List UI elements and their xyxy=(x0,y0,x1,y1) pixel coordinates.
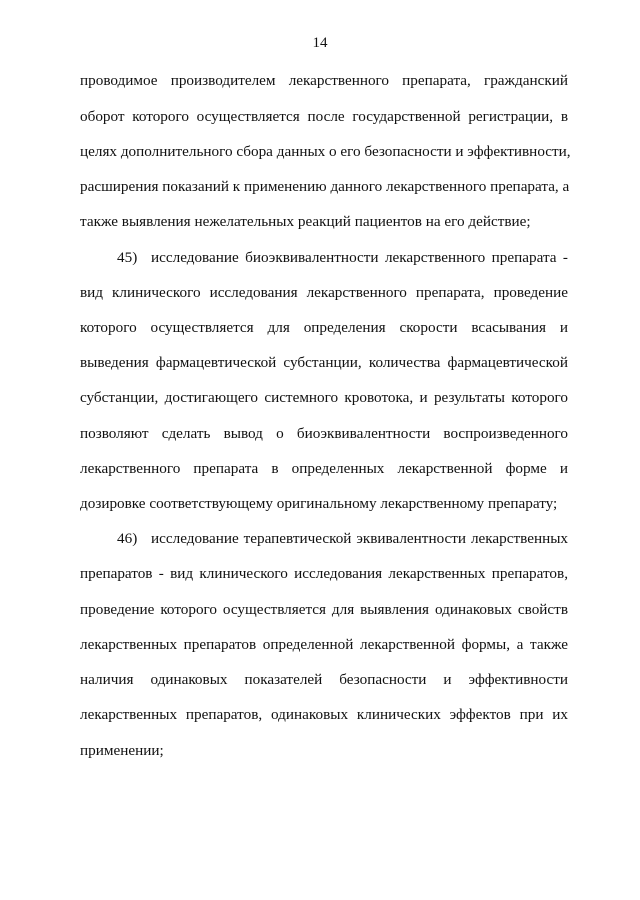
text-line: проводимое производителем лекарственного препарата, гражданский xyxy=(80,72,568,89)
item-number-45: 45) xyxy=(117,249,138,266)
item-number-46: 46) xyxy=(117,530,138,547)
text-line: позволяют сделать вывод о биоэквивалентности воспроизведенного xyxy=(80,425,568,442)
text-line: субстанции, достигающего системного кровотока, и результаты которого xyxy=(80,389,568,406)
text-line: также выявления нежелательных реакций пациентов на его действие; xyxy=(80,213,531,230)
text-line: проведение которого осуществляется для выявления одинаковых свойств xyxy=(80,601,568,618)
text-line: исследование терапевтической эквивалентности лекарственных xyxy=(151,530,568,547)
text-line: лекарственного препарата в определенных лекарственной форме и xyxy=(80,460,568,477)
text-line: целях дополнительного сбора данных о его безопасности и эффективности, xyxy=(80,143,571,160)
text-line: исследование биоэквивалентности лекарственного препарата - xyxy=(151,249,568,266)
text-line: лекарственных препаратов, одинаковых клинических эффектов при их xyxy=(80,706,568,723)
text-line: препаратов - вид клинического исследования лекарственных препаратов, xyxy=(80,565,568,582)
text-line: вид клинического исследования лекарственного препарата, проведение xyxy=(80,284,568,301)
text-line: оборот которого осуществляется после государственной регистрации, в xyxy=(80,108,568,125)
text-line: расширения показаний к применению данного лекарственного препарата, а xyxy=(80,178,570,195)
text-line: дозировке соответствующему оригинальному лекарственному препарату; xyxy=(80,495,558,512)
text-line: наличия одинаковых показателей безопасности и эффективности xyxy=(80,671,568,688)
text-line: которого осуществляется для определения скорости всасывания и xyxy=(80,319,568,336)
page-number: 14 xyxy=(312,35,328,51)
text-line: выведения фармацевтической субстанции, количества фармацевтической xyxy=(80,354,568,371)
text-line: применении; xyxy=(80,742,164,759)
text-line: лекарственных препаратов определенной лекарственной формы, а также xyxy=(80,636,568,653)
